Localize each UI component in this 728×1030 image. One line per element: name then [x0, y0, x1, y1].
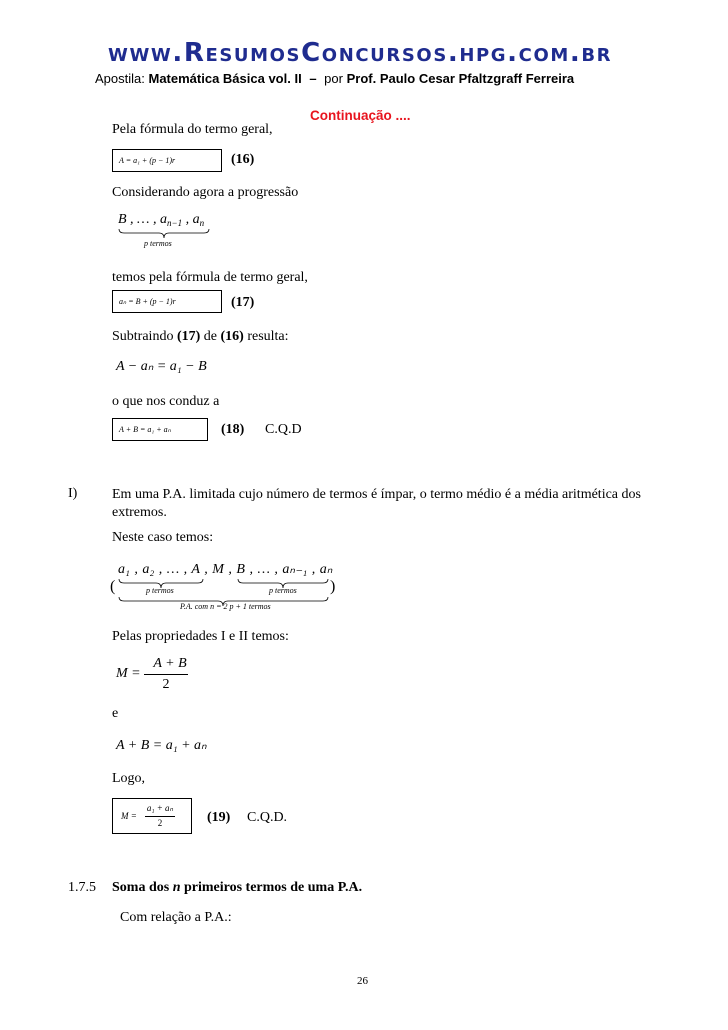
section-title-a: Soma dos	[112, 880, 173, 895]
page-number: 26	[357, 975, 368, 987]
paragraph-4-ref17: (17)	[176, 329, 201, 344]
tag-16: (16)	[231, 152, 255, 167]
paragraph-10: Com relação a P.A.:	[120, 910, 232, 925]
cqd-18: C.Q.D	[265, 422, 302, 437]
paragraph-3: temos pela fórmula de termo geral,	[112, 270, 308, 285]
tag-18: (18)	[221, 422, 245, 437]
tag-19: (19)	[207, 810, 231, 825]
equation-19-box	[112, 798, 192, 834]
equation-17: aₙ = B + (p − 1)r	[119, 297, 176, 306]
paragraph-4-ref16: (16)	[220, 329, 244, 344]
fraction-denominator: 2	[162, 677, 170, 692]
paragraph-4-e: resulta:	[243, 329, 289, 344]
equation-19-denominator: 2	[157, 818, 163, 828]
paren-close: )	[330, 578, 336, 595]
equation-18-box	[112, 418, 208, 441]
equation-subtraction: A − aₙ = a₁ − B	[116, 359, 207, 374]
equation-19-bar	[145, 816, 175, 817]
continuation-label: Continuação ....	[310, 108, 411, 123]
sequence-2-bottom-label: P.A. com n = 2 p + 1 termos	[180, 602, 271, 611]
paragraph-4-a: Subtraindo	[112, 329, 177, 344]
section-title-b: primeiros termos de uma P.A.	[180, 880, 363, 895]
sequence-2: a₁ , a₂ , … , A , M , B , … , aₙ₋₁ , aₙ	[118, 562, 333, 577]
paragraph-4-c: de	[200, 329, 221, 344]
paragraph-6: Neste caso temos:	[112, 530, 214, 545]
tag-17: (17)	[231, 295, 255, 310]
equation-sum: A + B = a₁ + aₙ	[116, 738, 207, 753]
equation-16: A = a₁ + (p − 1)r	[119, 156, 176, 165]
fraction-lhs: M =	[116, 666, 141, 681]
header-por: por	[324, 71, 343, 86]
apostila-label: Apostila:	[95, 71, 145, 86]
equation-17-box	[112, 290, 222, 313]
sequence-2-left-label: p termos	[146, 586, 174, 595]
paren-open: (	[110, 578, 116, 595]
paragraph-5: o que nos conduz a	[112, 394, 220, 409]
sequence-1	[118, 212, 204, 228]
paragraph-7: Pelas propriedades I e II temos:	[112, 629, 289, 644]
item-text: Em uma P.A. limitada cujo número de termos é ímpar, o termo médio é a média aritmética dos extremos.	[112, 487, 641, 520]
equation-18: A + B = a₁ + aₙ	[119, 425, 171, 434]
header-dash: –	[309, 71, 317, 86]
apostila-title: Matemática Básica vol. II	[148, 71, 302, 86]
fraction-bar	[144, 674, 188, 675]
equation-16-box	[112, 149, 222, 172]
header-line	[95, 71, 574, 86]
sequence-1-mid: , a	[182, 212, 200, 227]
author: Prof. Paulo Cesar Pfaltzgraff Ferreira	[346, 71, 575, 86]
section-number: 1.7.5	[68, 880, 96, 895]
paragraph-2: Considerando agora a progressão	[112, 185, 299, 200]
sequence-1-sub2: n	[199, 218, 205, 228]
paragraph-9: Logo,	[112, 771, 146, 786]
section-title-n: n	[172, 880, 181, 895]
item-label: I)	[68, 486, 78, 501]
sequence-1-start: B , … , a	[118, 212, 167, 227]
equation-19-numerator: a₁ + aₙ	[146, 803, 174, 813]
sequence-2-right-label: p termos	[269, 586, 297, 595]
section-title	[112, 880, 362, 896]
equation-19-lhs: M =	[121, 811, 137, 821]
paragraph-8: e	[112, 706, 119, 721]
sequence-1-sub1: n−1	[167, 218, 183, 228]
paragraph-4	[112, 329, 289, 345]
sequence-1-brace-label: p termos	[144, 239, 172, 248]
cqd-19: C.Q.D.	[247, 810, 288, 825]
paragraph-1: Pela fórmula do termo geral,	[112, 122, 273, 137]
fraction-numerator: A + B	[153, 656, 187, 671]
site-url[interactable]: www.ResumosConcursos.hpg.com.br	[108, 38, 613, 68]
